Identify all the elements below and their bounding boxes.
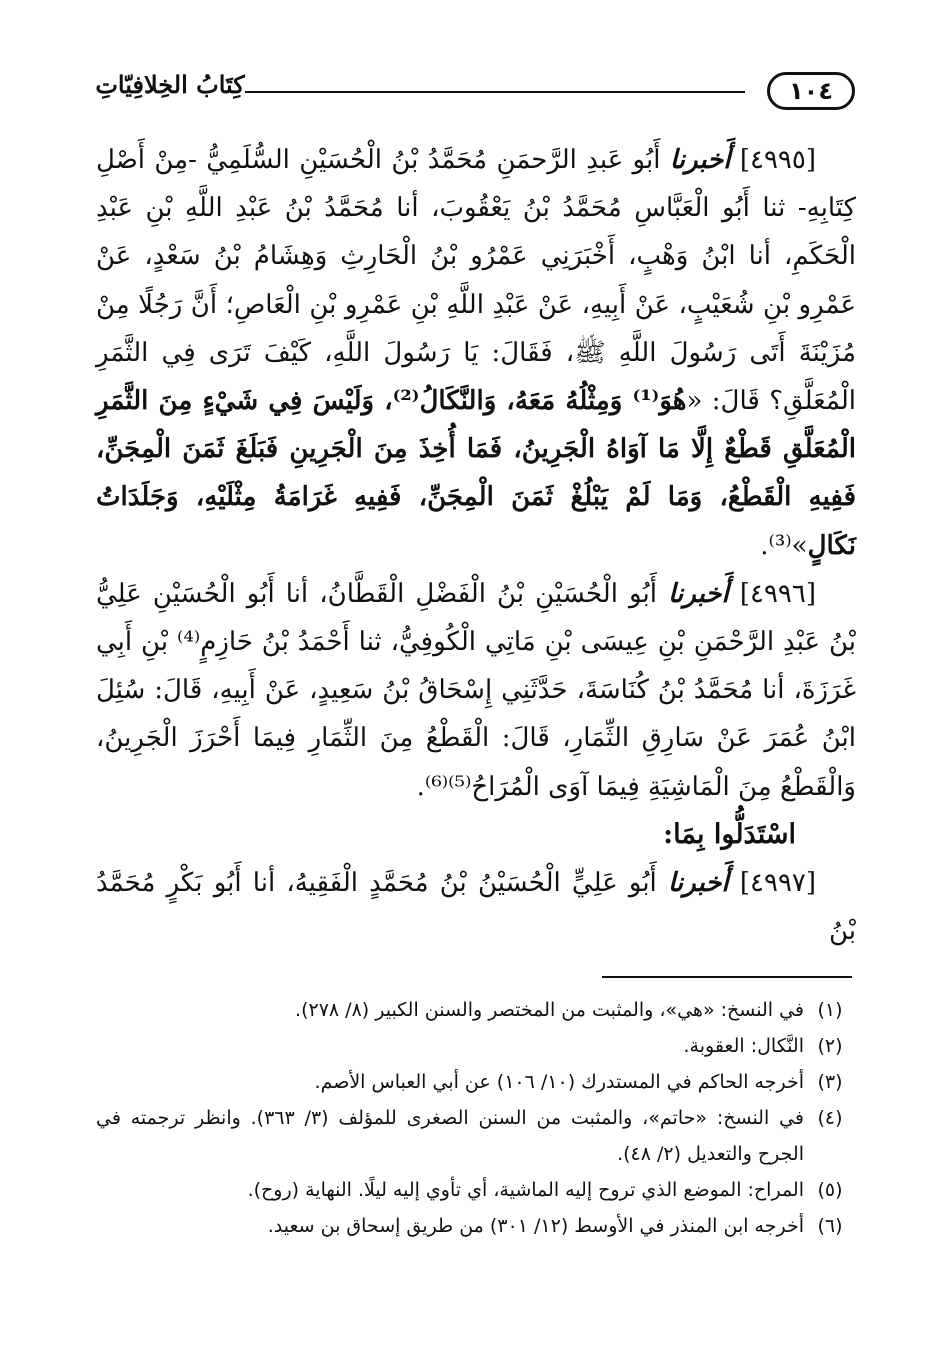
akhbarana-keyword: أَخبرنا — [668, 868, 729, 899]
hadith-text: أَبُو عَبدِ الرَّحمَنِ مُحَمَّدُ بْنُ الْحُسَيْنِ السُّلَمِيُّ -مِنْ أَصْلِ كِتَابِهِ- ثنا أَبُو الْعَبَّاسِ مُحَمَّدُ بْنُ يَعْقُوبَ، أنا مُحَمَّدُ بْنُ عَبْدِ اللَّهِ بْنِ عَبْدِ الْحَكَمِ، أنا ابْنُ وَهْبٍ، أَخْبَرَنِي عَمْرُو بْنُ الْحَارِثِ وَهِشَامُ بْنُ سَعْدٍ، عَنْ عَمْرِو بْنِ شُعَيْبٍ، عَنْ أَبِيهِ، عَنْ عَبْدِ اللَّهِ بْنِ عَمْرِو بْنِ الْعَاصِ؛ أَنَّ رَجُلًا مِنْ مُزَيْنَةَ أَتَى رَسُولَ اللَّهِ ﷺ، فَقَالَ: يَا رَسُولَ اللَّهِ، كَيْفَ تَرَى فِي الثَّمَرِ الْمُعَلَّقِ؟ قَالَ: « — [96, 145, 857, 417]
footnote-text: في النسخ: «حاتم»، والمثبت من السنن الصغرى للمؤلف (٣/ ٣٦٣). وانظر ترجمته في الجرح والتعديل (٢/ ٤٨). — [96, 1107, 804, 1165]
footnote-text: أخرجه ابن المنذر في الأوسط (١٢/ ٣٠١) من طريق إسحاق بن سعيد. — [267, 1215, 804, 1237]
hadith-4995 — [96, 136, 856, 570]
page-header — [95, 66, 855, 118]
header-rule — [245, 91, 745, 93]
footnotes — [96, 992, 856, 1244]
footnote-number: (٣) — [817, 1071, 843, 1093]
hadith-number: [٤٩٩٧] — [739, 868, 817, 899]
footnote-text: المراح: الموضع الذي تروح إليه الماشية، أي تأوي إليه ليلًا. النهاية (روح). — [247, 1179, 804, 1201]
footnote — [96, 1208, 856, 1244]
hadith-text-end: »⁽³⁾. — [760, 530, 808, 561]
running-title: كِتَابُ الخِلافِيّاتِ — [95, 70, 245, 99]
footnote-number: (٢) — [817, 1035, 843, 1057]
hadith-matn: هُوَ⁽¹⁾ وَمِثْلُهُ مَعَهُ، وَالنَّكَالُ⁽²⁾، وَلَيْسَ فِي شَيْءٍ مِنَ الثَّمَرِ الْمُعَلَّقِ قَطْعٌ إِلَّا مَا آوَاهُ الْجَرِينُ، فَمَا أُخِذَ مِنَ الْجَرِينِ فَبَلَغَ ثَمَنَ الْمِجَنِّ، فَفِيهِ الْقَطْعُ، وَمَا لَمْ يَبْلُغْ ثَمَنَ الْمِجَنِّ، فَفِيهِ غَرَامَةُ مِثْلَيْهِ، وَجَلَدَاتُ نَكَالٍ — [96, 386, 856, 561]
footnote-separator — [602, 976, 852, 978]
hadith-4997 — [96, 859, 856, 955]
hadith-number: [٤٩٩٥] — [739, 145, 816, 175]
footnote — [96, 1064, 856, 1100]
footnote — [96, 1028, 856, 1064]
page-number: ١٠٤ — [767, 72, 855, 110]
hadith-text: أَبُو الْحُسَيْنِ بْنُ الْفَضْلِ الْقَطَّانُ، أنا أَبُو الْحُسَيْنِ عَلِيُّ بْنُ عَبْدِ الرَّحْمَنِ بْنِ عِيسَى بْنِ مَاتِي الْكُوفِيُّ، ثنا أَحْمَدُ بْنُ حَازِمٍ⁽⁴⁾ بْنِ أَبِي غَرَزَةَ، أنا مُحَمَّدُ بْنُ كُنَاسَةَ، حَدَّثَنِي إِسْحَاقُ بْنُ سَعِيدٍ، عَنْ أَبِيهِ، قَالَ: سُئِلَ ابْنُ عُمَرَ عَنْ سَارِقِ الثِّمَارِ، قَالَ: الْقَطْعُ مِنَ الثِّمَارِ فِيمَا أَحْرَزَ الْجَرِينُ، وَالْقَطْعُ مِنَ الْمَاشِيَةِ فِيمَا آوَى الْمُرَاحُ⁽⁵⁾⁽⁶⁾. — [96, 578, 856, 802]
akhbarana-keyword: أَخبرنا — [669, 145, 731, 175]
main-text — [96, 136, 856, 955]
akhbarana-keyword: أَخبرنا — [668, 578, 729, 609]
footnote-text: أخرجه الحاكم في المستدرك (١٠/ ١٠٦) عن أبي العباس الأصم. — [314, 1071, 804, 1093]
section-heading: اسْتَدَلُّوا بِمَا: — [663, 818, 796, 850]
footnote — [96, 992, 856, 1028]
footnote-number: (٦) — [817, 1215, 843, 1237]
footnote-number: (٥) — [817, 1179, 843, 1201]
footnote-text: في النسخ: «هي»، والمثبت من المختصر والسنن الكبير (٨/ ٢٧٨). — [295, 999, 804, 1021]
footnote-number: (٤) — [817, 1107, 843, 1129]
hadith-number: [٤٩٩٦] — [739, 578, 816, 609]
footnote-number: (١) — [817, 999, 843, 1021]
hadith-text: أَبُو عَلِيٍّ الْحُسَيْنُ بْنُ مُحَمَّدٍ الْفَقِيهُ، أنا أَبُو بَكْرٍ مُحَمَّدُ بْنُ — [96, 868, 856, 947]
footnote — [96, 1100, 856, 1172]
hadith-4996 — [96, 570, 856, 811]
footnote-text: النَّكال: العقوبة. — [683, 1035, 804, 1057]
footnote — [96, 1172, 856, 1208]
